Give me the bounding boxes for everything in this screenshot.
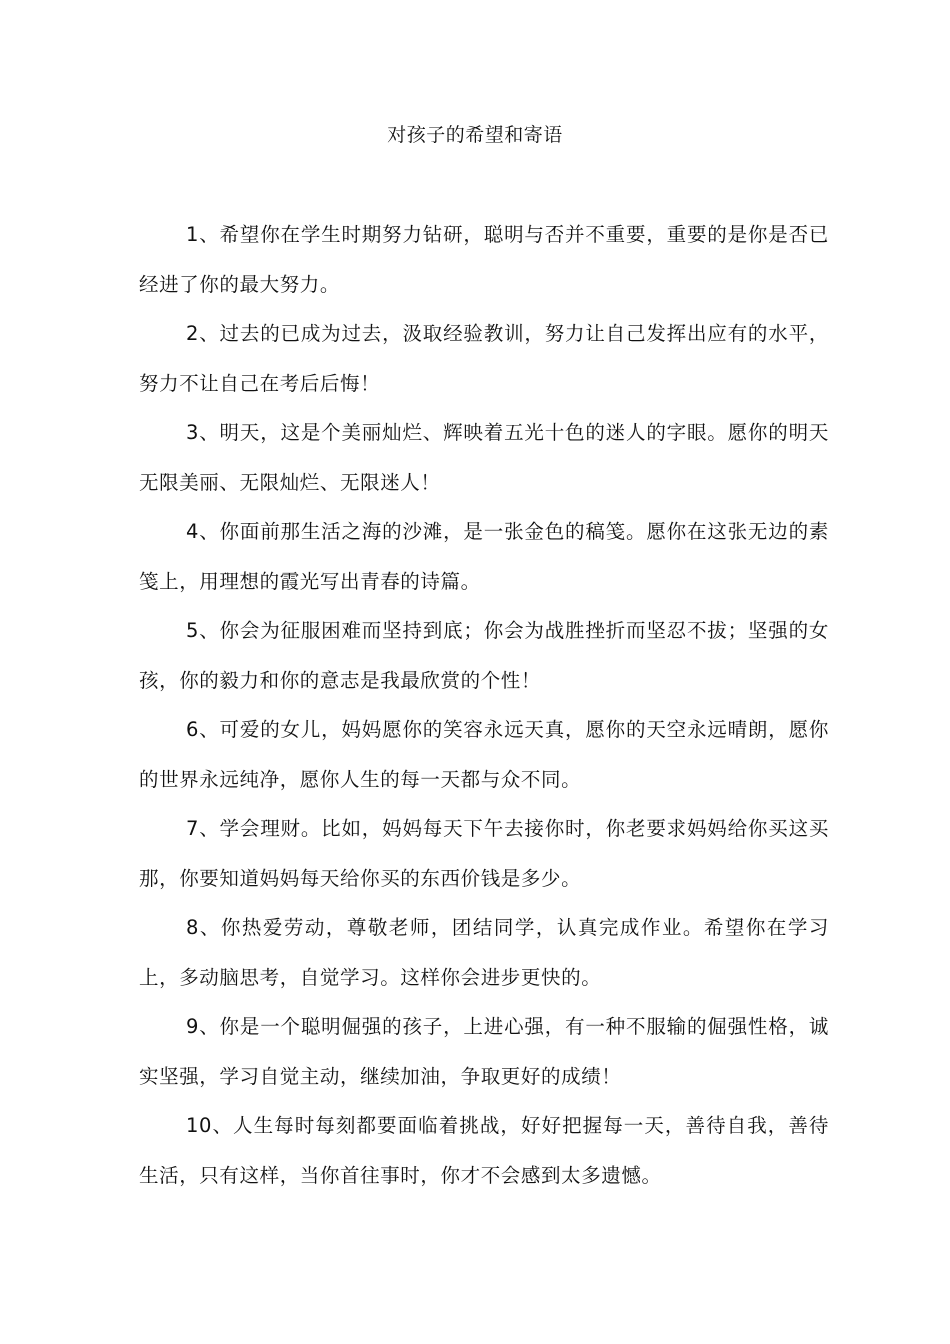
document-body	[139, 210, 829, 1200]
paragraph-8: 8、你热爱劳动，尊敬老师，团结同学，认真完成作业。希望你在学习上，多动脑思考，自觉学习。这样你会进步更快的。	[139, 916, 829, 989]
paragraph-9: 9、你是一个聪明倔强的孩子，上进心强，有一种不服输的倔强性格，诚实坚强，学习自觉主动，继续加油，争取更好的成绩！	[139, 1015, 829, 1088]
paragraph-7: 7、学会理财。比如，妈妈每天下午去接你时，你老要求妈妈给你买这买那，你要知道妈妈每天给你买的东西价钱是多少。	[139, 817, 829, 890]
paragraph-1: 1、希望你在学生时期努力钻研，聪明与否并不重要，重要的是你是否已经进了你的最大努力。	[139, 223, 829, 296]
paragraph-3: 3、明天，这是个美丽灿烂、辉映着五光十色的迷人的字眼。愿你的明天无限美丽、无限灿烂、无限迷人！	[139, 421, 829, 494]
paragraph-10: 10、人生每时每刻都要面临着挑战，好好把握每一天，善待自我，善待生活，只有这样，当你首往事时，你才不会感到太多遗憾。	[139, 1114, 829, 1187]
paragraph-2: 2、过去的已成为过去，汲取经验教训，努力让自己发挥出应有的水平，努力不让自己在考后后悔！	[139, 322, 829, 395]
paragraph-5: 5、你会为征服困难而坚持到底；你会为战胜挫折而坚忍不拔；坚强的女孩，你的毅力和你的意志是我最欣赏的个性！	[139, 619, 829, 692]
document-title: 对孩子的希望和寄语	[387, 124, 563, 146]
paragraph-6: 6、可爱的女儿，妈妈愿你的笑容永远天真，愿你的天空永远晴朗，愿你的世界永远纯净，愿你人生的每一天都与众不同。	[139, 718, 829, 791]
paragraph-4: 4、你面前那生活之海的沙滩，是一张金色的稿笺。愿你在这张无边的素笺上，用理想的霞光写出青春的诗篇。	[139, 520, 829, 593]
